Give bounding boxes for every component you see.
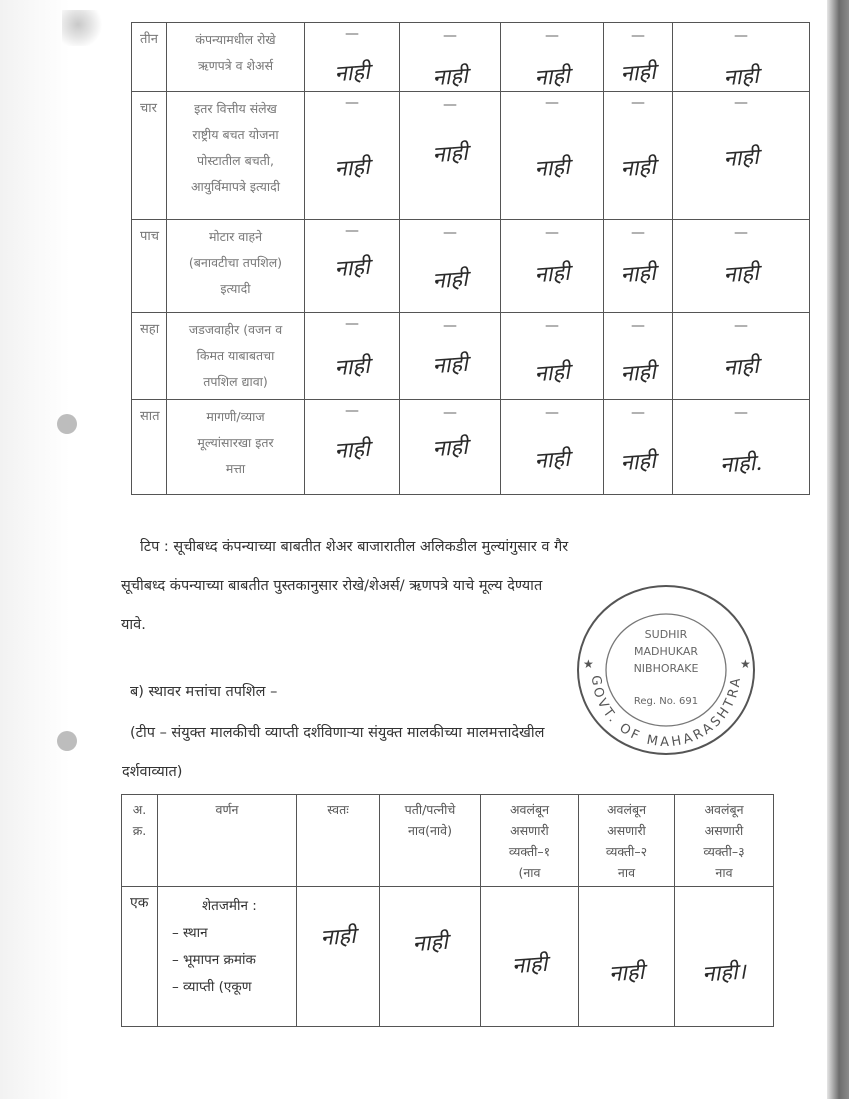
- handwritten-entry: नाही: [608, 959, 646, 988]
- handwritten-entry: नाही: [333, 254, 371, 283]
- dash-mark: —: [345, 403, 359, 419]
- dash-mark: —: [345, 316, 359, 332]
- asset-row: [132, 92, 810, 220]
- dash-mark: —: [734, 28, 748, 44]
- description-line: तपशिल द्यावा): [203, 374, 268, 389]
- asset-row-description: [167, 313, 305, 400]
- asset-entry-cell: [305, 220, 400, 313]
- handwritten-entry: नाही: [619, 59, 657, 88]
- handwritten-entry: नाही: [722, 260, 760, 289]
- asset-row: [132, 220, 810, 313]
- scan-smudge: [62, 10, 102, 46]
- handwritten-entry: नाही: [333, 436, 371, 465]
- immovable-property-table: [121, 794, 774, 1027]
- header-line: नाव(नावे): [407, 823, 452, 838]
- description-line: मोटार वाहने: [208, 229, 263, 244]
- asset-entry-cell: [673, 313, 810, 400]
- asset-entry-cell: [501, 400, 604, 495]
- dash-mark: —: [345, 26, 359, 42]
- asset-entry-cell: [673, 92, 810, 220]
- seal-name-line-1: SUDHIR: [644, 628, 688, 641]
- land-title: शेतजमीन :: [202, 898, 257, 914]
- asset-entry-cell: [305, 92, 400, 220]
- description-line: पोस्टातील बचती,: [197, 153, 274, 168]
- asset-row: [132, 23, 810, 92]
- section-b-note-line-2: दर्शवाव्यात): [122, 764, 183, 780]
- handwritten-entry: नाही: [722, 353, 760, 382]
- property-row-index: एक: [122, 887, 158, 1027]
- land-detail-item: – स्थान: [172, 925, 208, 941]
- asset-entry-cell: [501, 23, 604, 92]
- handwritten-entry: नाही।: [701, 959, 747, 988]
- land-detail-item: – भूमापन क्रमांक: [172, 952, 256, 968]
- header-line: नाव: [715, 865, 733, 880]
- header-line: अवलंबून: [606, 802, 647, 817]
- handwritten-entry: नाही: [511, 951, 549, 980]
- header-line: व्यक्ती–२: [605, 844, 648, 859]
- description-line: (बनावटीचा तपशिल): [188, 255, 283, 270]
- handwritten-entry: नाही: [533, 260, 571, 289]
- seal-star-right: ★: [740, 657, 751, 671]
- seal-name-line-2: MADHUKAR: [634, 645, 698, 658]
- page-left-margin-shadow: [0, 0, 70, 1099]
- asset-row-index: चार: [132, 92, 167, 220]
- asset-entry-cell: [604, 23, 673, 92]
- property-row-agricultural-land: [122, 887, 774, 1027]
- header-line: व्यक्ती–३: [703, 844, 745, 859]
- asset-row-description: [167, 220, 305, 313]
- movable-assets-table: [131, 22, 810, 495]
- asset-entry-cell: [305, 400, 400, 495]
- note-line-1: टिप : सूचीबध्द कंपन्याच्या बाबतीत शेअर बाजारातील अलिकडील मुल्यांगुसार व गैर: [140, 539, 569, 555]
- asset-entry-cell: [501, 220, 604, 313]
- asset-entry-cell: [305, 313, 400, 400]
- dash-mark: —: [734, 225, 748, 241]
- description-line: किमत याबाबतचा: [196, 348, 275, 363]
- description-line: इतर वित्तीय संलेख: [194, 101, 277, 116]
- handwritten-entry: नाही: [319, 923, 357, 952]
- asset-row: [132, 313, 810, 400]
- handwritten-entry: नाही: [722, 63, 760, 92]
- asset-entry-cell: [400, 313, 501, 400]
- asset-row-description: [167, 92, 305, 220]
- asset-entry-cell: [400, 400, 501, 495]
- asset-entry-cell: [400, 92, 501, 220]
- header-line: अवलंबून: [704, 802, 744, 817]
- header-spouse: [380, 795, 481, 887]
- description-line: मत्ता: [225, 461, 246, 476]
- asset-entry-cell: [501, 92, 604, 220]
- dash-mark: —: [545, 28, 559, 44]
- dash-mark: —: [443, 318, 457, 334]
- section-b-heading: ब) स्थावर मत्तांचा तपशिल –: [130, 684, 278, 700]
- dash-mark: —: [631, 225, 645, 241]
- handwritten-entry: नाही: [533, 446, 571, 475]
- header-line: असणारी: [607, 823, 646, 838]
- entry-spouse: [380, 887, 481, 1027]
- dash-mark: —: [545, 318, 559, 334]
- asset-row-index: सात: [132, 400, 167, 495]
- dash-mark: —: [443, 97, 457, 113]
- dash-mark: —: [345, 95, 359, 111]
- asset-row-description: [167, 400, 305, 495]
- header-line: असणारी: [510, 823, 549, 838]
- property-table-header-row: [122, 795, 774, 887]
- dash-mark: —: [443, 405, 457, 421]
- asset-row-description: [167, 23, 305, 92]
- handwritten-entry: नाही: [619, 260, 657, 289]
- dash-mark: —: [631, 405, 645, 421]
- handwritten-entry: नाही: [619, 448, 657, 477]
- asset-row-index: पाच: [132, 220, 167, 313]
- handwritten-entry: नाही: [333, 154, 371, 183]
- page-right-edge-shadow: [827, 0, 849, 1099]
- seal-star-left: ★: [583, 657, 594, 671]
- header-dependent-2: [579, 795, 675, 887]
- handwritten-entry: नाही: [533, 154, 571, 183]
- description-line: इत्यादी: [220, 281, 251, 296]
- dash-mark: —: [545, 405, 559, 421]
- header-line: अ.: [132, 802, 147, 817]
- header-self: स्वतः: [297, 795, 380, 887]
- punch-hole-upper: [57, 414, 77, 434]
- description-line: ऋणपत्रे व शेअर्स: [197, 58, 274, 73]
- header-line: क्र.: [132, 823, 147, 838]
- description-line: आयुर्विमापत्रे इत्यादी: [190, 179, 281, 194]
- dash-mark: —: [443, 225, 457, 241]
- property-row-description: [158, 887, 297, 1027]
- asset-row-index: तीन: [132, 23, 167, 92]
- handwritten-entry: नाही: [619, 359, 657, 388]
- handwritten-entry: नाही: [431, 140, 469, 169]
- header-line: अवलंबून: [509, 802, 550, 817]
- section-b-note-line-1: (टीप – संयुक्त मालकीची व्याप्ती दर्शविणाऱ्या संयुक्त मालकीच्या मालमत्तादेखील: [130, 725, 545, 741]
- asset-entry-cell: [400, 23, 501, 92]
- handwritten-entry: नाही: [431, 434, 469, 463]
- asset-entry-cell: [604, 92, 673, 220]
- description-line: कंपन्यामधील रोखे: [195, 32, 276, 47]
- header-line: (नाव: [518, 865, 541, 880]
- header-line: पती/पत्नीचे: [404, 802, 456, 817]
- dash-mark: —: [443, 28, 457, 44]
- asset-entry-cell: [501, 313, 604, 400]
- land-detail-item: – व्याप्ती (एकूण: [172, 979, 252, 995]
- dash-mark: —: [545, 225, 559, 241]
- asset-entry-cell: [400, 220, 501, 313]
- header-description: वर्णन: [158, 795, 297, 887]
- handwritten-entry: नाही.: [719, 450, 764, 479]
- dash-mark: —: [631, 28, 645, 44]
- header-line: नाव: [617, 865, 636, 880]
- dash-mark: —: [734, 318, 748, 334]
- handwritten-entry: नाही: [411, 929, 449, 958]
- description-line: जडजवाहीर (वजन व: [188, 322, 283, 337]
- handwritten-entry: नाही: [333, 59, 371, 88]
- handwritten-entry: नाही: [619, 154, 657, 183]
- header-line: असणारी: [704, 823, 744, 838]
- notary-seal: [570, 578, 762, 760]
- asset-entry-cell: [604, 400, 673, 495]
- handwritten-entry: नाही: [431, 63, 469, 92]
- punch-hole-lower: [57, 731, 77, 751]
- header-dependent-1: [481, 795, 579, 887]
- header-dependent-3: [675, 795, 774, 887]
- entry-dependent-3: [675, 887, 774, 1027]
- handwritten-entry: नाही: [333, 353, 371, 382]
- asset-row-index: सहा: [132, 313, 167, 400]
- dash-mark: —: [631, 95, 645, 111]
- asset-entry-cell: [604, 220, 673, 313]
- entry-dependent-1: [481, 887, 579, 1027]
- handwritten-entry: नाही: [533, 63, 571, 92]
- asset-entry-cell: [305, 23, 400, 92]
- note-line-2: सूचीबध्द कंपन्याच्या बाबतीत पुस्तकानुसार रोखे/शेअर्स/ ऋणपत्रे याचे मूल्य देण्यात: [121, 578, 543, 594]
- note-line-3: यावे.: [121, 617, 146, 633]
- dash-mark: —: [734, 95, 748, 111]
- header-serial: [122, 795, 158, 887]
- asset-entry-cell: [673, 400, 810, 495]
- asset-entry-cell: [673, 23, 810, 92]
- handwritten-entry: नाही: [533, 359, 571, 388]
- handwritten-entry: नाही: [722, 144, 760, 173]
- description-line: मूल्यांसारखा इतर: [197, 435, 274, 450]
- asset-row: [132, 400, 810, 495]
- handwritten-entry: नाही: [431, 266, 469, 295]
- dash-mark: —: [545, 95, 559, 111]
- handwritten-entry: नाही: [431, 351, 469, 380]
- dash-mark: —: [345, 223, 359, 239]
- entry-self: [297, 887, 380, 1027]
- description-line: मागणी/व्याज: [206, 409, 265, 424]
- asset-entry-cell: [673, 220, 810, 313]
- dash-mark: —: [631, 318, 645, 334]
- svg-text:GOVT. OF MAHARASHTRA: [588, 675, 744, 751]
- header-line: व्यक्ती–१: [508, 844, 551, 859]
- seal-arc-text: GOVT. OF MAHARASHTRA: [587, 674, 745, 751]
- dash-mark: —: [734, 405, 748, 421]
- seal-reg-number: Reg. No. 691: [633, 696, 699, 707]
- seal-name-line-3: NIBHORAKE: [633, 662, 699, 675]
- entry-dependent-2: [579, 887, 675, 1027]
- asset-entry-cell: [604, 313, 673, 400]
- description-line: राष्ट्रीय बचत योजना: [192, 127, 279, 142]
